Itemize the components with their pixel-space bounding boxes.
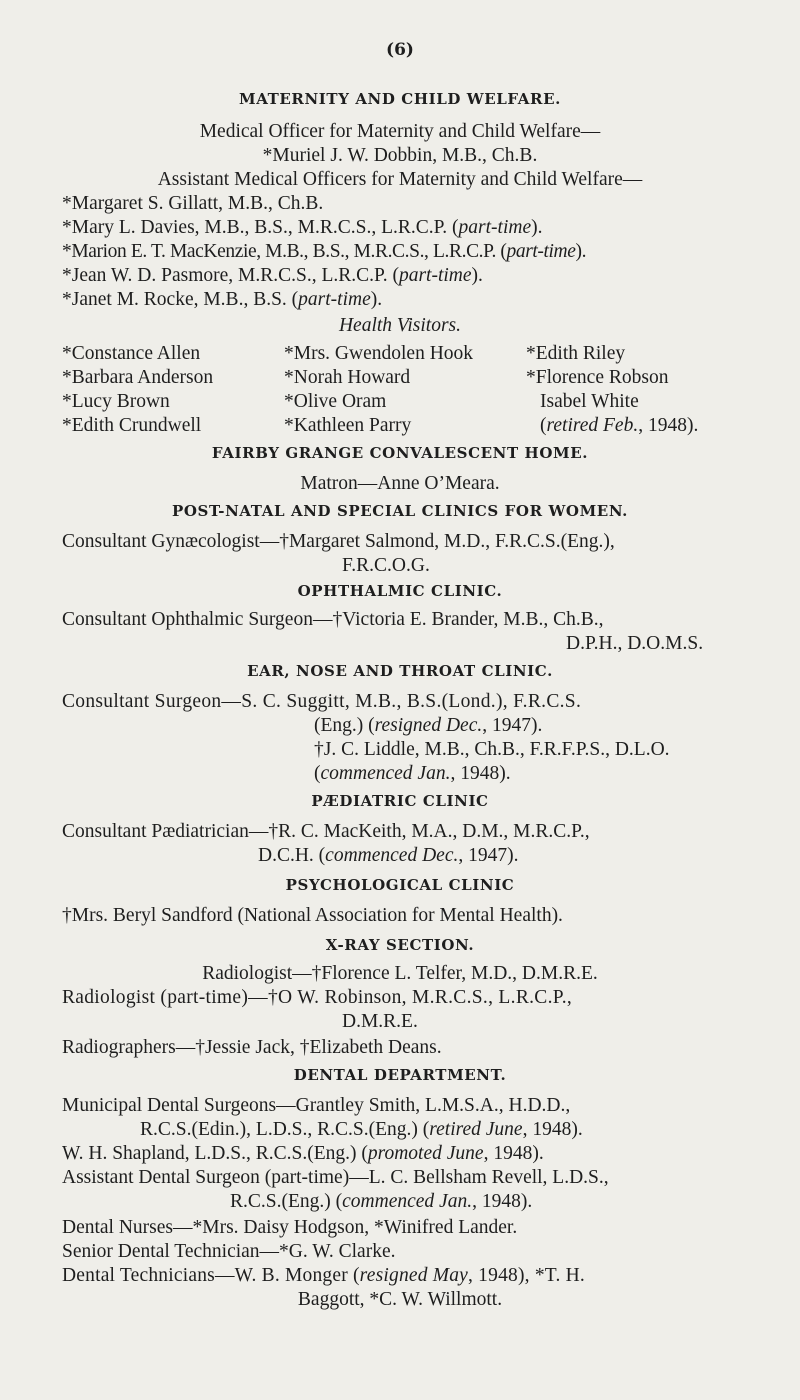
- paediatric-line: Consultant Pædiatrician—†R. C. MacKeith, M.A., D.M., M.R.C.P.,: [62, 821, 590, 842]
- ophthalmic-line: D.P.H., D.O.M.S.: [566, 633, 704, 654]
- mo-title: Medical Officer for Maternity and Child Welfare—: [199, 121, 601, 142]
- visitor-name: Isabel White: [540, 391, 639, 412]
- visitor-name: *Lucy Brown: [62, 391, 170, 412]
- postnatal-line: F.R.C.O.G.: [342, 555, 430, 576]
- visitor-name: *Kathleen Parry: [284, 415, 412, 436]
- postnatal-heading: POST-NATAL AND SPECIAL CLINICS FOR WOMEN.: [172, 502, 628, 520]
- xray-line: Radiologist—†Florence L. Telfer, M.D., D.M.R.E.: [202, 963, 598, 984]
- amo-title: Assistant Medical Officers for Maternity and Child Welfare—: [157, 169, 643, 190]
- dental-line: W. H. Shapland, L.D.S., R.C.S.(Eng.) (promoted June, 1948).: [62, 1143, 544, 1164]
- amo-line: *Janet M. Rocke, M.B., B.S. (part-time).: [62, 289, 383, 310]
- health-visitors-heading: Health Visitors.: [338, 315, 462, 336]
- amo-line: *Mary L. Davies, M.B., B.S., M.R.C.S., L.R.C.P. (part-time).: [62, 217, 543, 238]
- psychological-line: †Mrs. Beryl Sandford (National Association for Mental Health).: [62, 905, 563, 926]
- xray-line: Radiologist (part-time)—†O W. Robinson, M.R.C.S., L.R.C.P.,: [62, 987, 573, 1008]
- amo-line: *Marion E. T. MacKenzie, M.B., B.S., M.R.C.S., L.R.C.P. (part-time).: [62, 241, 587, 262]
- visitor-name: *Mrs. Gwendolen Hook: [284, 343, 474, 364]
- paediatric-line: D.C.H. (commenced Dec., 1947).: [258, 845, 519, 866]
- dental-heading: DENTAL DEPARTMENT.: [293, 1066, 507, 1084]
- page-number: (6): [386, 40, 414, 60]
- xray-line: D.M.R.E.: [342, 1011, 418, 1032]
- dental-line: R.C.S.(Edin.), L.D.S., R.C.S.(Eng.) (retired June, 1948).: [140, 1119, 583, 1140]
- ent-line: †J. C. Liddle, M.B., Ch.B., F.R.F.P.S., D.L.O.: [314, 739, 670, 760]
- visitor-name: *Barbara Anderson: [62, 367, 214, 388]
- paediatric-heading: PÆDIATRIC CLINIC: [311, 792, 489, 810]
- dental-line: Municipal Dental Surgeons—Grantley Smith, L.M.S.A., H.D.D.,: [62, 1095, 571, 1116]
- visitor-note: (retired Feb., 1948).: [540, 415, 699, 436]
- amo-line: *Jean W. D. Pasmore, M.R.C.S., L.R.C.P. (part-time).: [62, 265, 483, 286]
- visitor-name: *Olive Oram: [284, 391, 387, 412]
- ent-heading: EAR, NOSE AND THROAT CLINIC.: [247, 662, 553, 680]
- dental-line: R.C.S.(Eng.) (commenced Jan., 1948).: [230, 1191, 533, 1212]
- amo-line: *Margaret S. Gillatt, M.B., Ch.B.: [62, 193, 324, 214]
- ophthalmic-heading: OPHTHALMIC CLINIC.: [297, 582, 503, 600]
- dental-line: Senior Dental Technician—*G. W. Clarke.: [62, 1241, 396, 1262]
- ent-line: (commenced Jan., 1948).: [314, 763, 511, 784]
- visitor-name: *Norah Howard: [284, 367, 411, 388]
- ent-line: (Eng.) (resigned Dec., 1947).: [314, 715, 543, 736]
- ent-line: Consultant Surgeon—S. C. Suggitt, M.B., B.S.(Lond.), F.R.C.S.: [62, 691, 582, 712]
- xray-line: Radiographers—†Jessie Jack, †Elizabeth Deans.: [62, 1037, 442, 1058]
- dental-line: Dental Technicians—W. B. Monger (resigned May, 1948), *T. H.: [62, 1265, 585, 1286]
- xray-heading: X-RAY SECTION.: [325, 936, 475, 954]
- matron-line: Matron—Anne O’Meara.: [300, 473, 500, 494]
- visitor-name: *Florence Robson: [526, 367, 669, 388]
- mo-name: *Muriel J. W. Dobbin, M.B., Ch.B.: [262, 145, 538, 166]
- dental-line: Assistant Dental Surgeon (part-time)—L. C. Bellsham Revell, L.D.S.,: [62, 1167, 609, 1188]
- ophthalmic-line: Consultant Ophthalmic Surgeon—†Victoria E. Brander, M.B., Ch.B.,: [62, 609, 604, 630]
- fairby-heading: FAIRBY GRANGE CONVALESCENT HOME.: [211, 444, 589, 462]
- dental-line: Dental Nurses—*Mrs. Daisy Hodgson, *Winifred Lander.: [62, 1217, 518, 1238]
- dental-line: Baggott, *C. W. Willmott.: [297, 1289, 503, 1310]
- visitor-name: *Constance Allen: [62, 343, 201, 364]
- visitor-name: *Edith Crundwell: [62, 415, 202, 436]
- maternity-heading: MATERNITY AND CHILD WELFARE.: [239, 90, 561, 108]
- postnatal-line: Consultant Gynæcologist—†Margaret Salmond, M.D., F.R.C.S.(Eng.),: [62, 531, 615, 552]
- visitor-name: *Edith Riley: [526, 343, 626, 364]
- psychological-heading: PSYCHOLOGICAL CLINIC: [285, 876, 515, 894]
